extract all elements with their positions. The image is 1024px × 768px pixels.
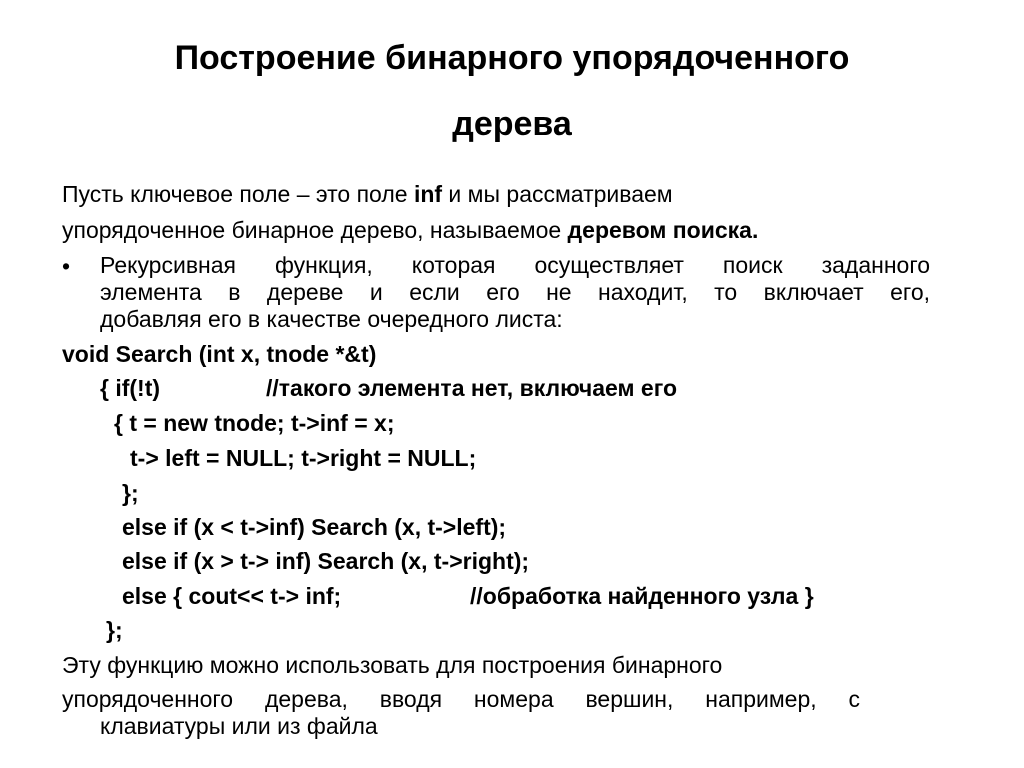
outro-line-1: Эту функцию можно использовать для построения бинарного	[62, 652, 723, 678]
code-line-8-statement: else { cout<< t-> inf;	[122, 583, 342, 609]
code-line-2	[100, 374, 677, 402]
bullet-line-1: Рекурсивная функция, которая осуществляет поиск заданного	[100, 252, 930, 278]
code-line-5: };	[122, 480, 139, 506]
intro-line-1-text-a: Пусть ключевое поле – это поле	[62, 181, 414, 207]
intro-line-1-text-b: и мы рассматриваем	[442, 181, 673, 207]
code-line-8	[122, 582, 814, 610]
intro-line-1	[62, 180, 673, 208]
outro-line-2: упорядоченного дерева, вводя номера вершин, например, с	[62, 686, 860, 712]
code-line-1: void Search (int x, tnode *&t)	[62, 341, 377, 367]
intro-line-2-text: упорядоченное бинарное дерево, называемое	[62, 217, 568, 243]
bullet-line-2: элемента в дереве и если его не находит, то включает его,	[100, 279, 930, 305]
bullet-marker: •	[62, 253, 71, 279]
slide-title-line-1: Построение бинарного упорядоченного	[174, 39, 850, 77]
intro-keyword-inf: inf	[413, 181, 443, 207]
intro-line-2	[62, 216, 758, 244]
code-line-6: else if (x < t->inf) Search (x, t->left);	[122, 514, 507, 540]
code-line-2-comment: //такого элемента нет, включаем его	[266, 375, 678, 401]
code-line-9: };	[106, 617, 123, 643]
code-line-2-statement: { if(!t)	[100, 375, 161, 401]
outro-line-3: клавиатуры или из файла	[100, 713, 378, 739]
slide-title-line-2: дерева	[452, 105, 572, 143]
code-line-4: t-> left = NULL; t->right = NULL;	[130, 445, 477, 471]
code-line-7: else if (x > t-> inf) Search (x, t->right);	[122, 548, 530, 574]
bullet-line-3: добавляя его в качестве очередного листа:	[100, 306, 563, 332]
code-line-8-comment: //обработка найденного узла }	[470, 583, 814, 609]
code-line-3: { t = new tnode; t->inf = x;	[114, 410, 395, 436]
intro-term-search-tree: деревом поиска.	[567, 217, 759, 243]
